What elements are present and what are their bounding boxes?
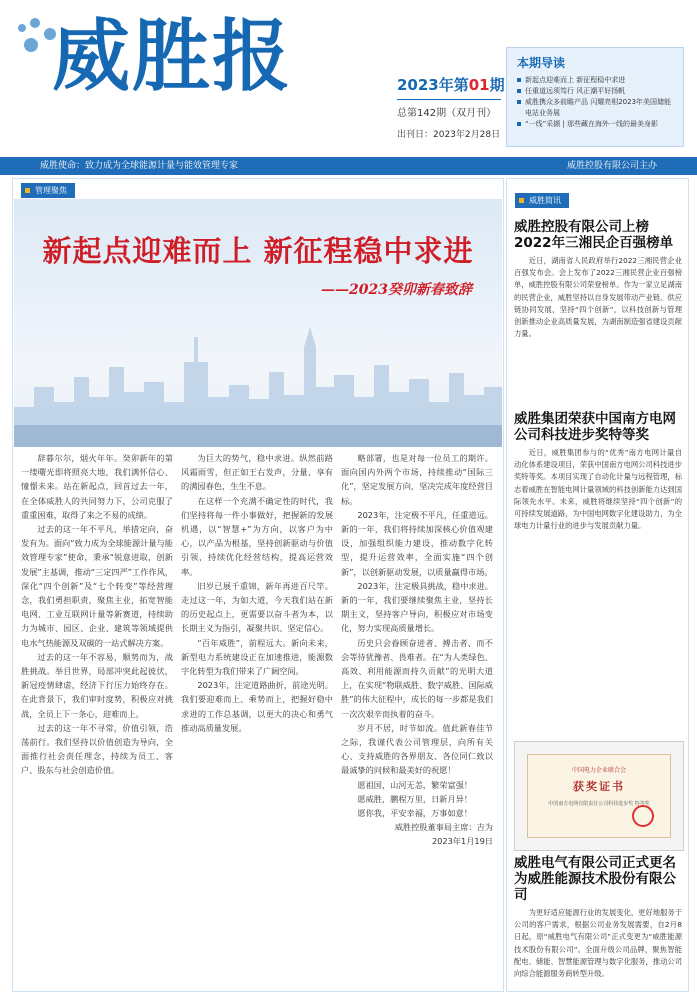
paragraph: 过去的这一年不寻常，价值引领，浩荡前行。我们坚持以价值创造为导向，全面推行社会责任理念，持续为员工、客户、股东与社会创造价值。 <box>21 722 173 776</box>
paragraph: 2023年，注定极不平凡，任重道远。新的一年，我们将持续加深核心价值观建设，加强组织能力建设，推动数字化转型，提升运营效率，全面实施“四个创新”，以创新驱动发展，以质量赢得市场。 <box>341 509 493 577</box>
total-issue: 总第142期（双月刊） <box>397 99 501 119</box>
news-body: 近日，湖南省人民政府举行2022三湘民营企业百强发布会。会上发布了2022三湘民营企业百强榜单，威胜控股有限公司荣登榜单。作为一家立足湖南的民营企业，威胜坚持以自身发展带动产业链、供应链协同发展，坚持“四个创新”，以科技创新与管理创新推动企业高质量发展，为湖南制造强省建设贡献力量。 <box>514 256 682 339</box>
news-title[interactable]: 威胜集团荣获中国南方电网公司科技进步奖特等奖 <box>514 411 676 443</box>
signature: 威胜控股董事局主席：吉为 <box>394 822 493 833</box>
sidebar-tag: 威胜简讯 <box>515 193 569 208</box>
masthead <box>0 0 697 152</box>
news-sidebar <box>506 178 689 992</box>
award-certificate-photo <box>514 741 684 851</box>
guide-item[interactable]: 新起点迎难而上 新征程稳中求进 <box>517 75 677 86</box>
paragraph: 愿你我，平安幸福，万事如意！ <box>357 808 473 819</box>
paragraph: 过去的这一年不平凡，举措定向，奋发有为。面向“致力成为全球能源计量与能效管理专家”使命，秉承“锐意进取，创新发展”主基调，推动“三定四严”工作作风，深化“四个创新”及“七个转变”等经营理念，我们勇担职责，聚焦主业，拓宽智能电网、工业互联网计量等新赛道，持续助力为城市、园区、企业、建筑等领域提供电水气热能源及双碳的一站式解决方案。 <box>21 524 173 648</box>
paragraph: 过去的这一年不容易，顺势而为，战胜挑战。举目世界，局部冲突此起彼伏，新冠疫情肆虐，经济下行压力始终存在。在此背景下，我们审时度势，积极应对挑战，全员上下一条心，迎难而上。 <box>21 651 173 719</box>
news-title[interactable]: 威胜控股有限公司上榜2022年三湘民企百强榜单 <box>514 219 674 251</box>
city-skyline-icon <box>14 307 502 447</box>
paragraph: 旧岁已展千重锦，新年再进百尺竿。走过这一年，为如大道，今天我们站在新的历史起点上，更需要以奋斗者为本，以长期主义为指引，凝聚共识、坚定信心。 <box>181 580 333 634</box>
guide-item[interactable]: “一线”采撷 | 那些藏在海外一线的最美身影 <box>517 119 677 130</box>
organizer-text: 威胜控股有限公司主办 <box>566 161 657 171</box>
paragraph: 历史只会眷顾奋进者、搏击者、而不会等待犹豫者、畏难者。在“为人类绿色、高效、利用能源而持久贡献”的光明大道上，在实现“物联威胜、数字威胜、国际威胜”的伟大征程中，成长的每一步都是我们一次次艰辛而执着的奋斗。 <box>341 637 493 719</box>
article-column-2 <box>181 451 333 735</box>
paragraph: 为巨大的势气，稳中求进。纵然前路风霜雨雪，但正如王右发声，分量、享有的满园春色，生生不息。 <box>181 453 333 492</box>
headline: 新起点迎难而上 新征程稳中求进 <box>42 234 474 268</box>
paragraph: 愿祖国，山河无恙，繁荣富强！ <box>357 779 473 790</box>
seal-icon <box>632 805 654 827</box>
paragraph: 2023年，注定道路曲折，前途光明。我们要迎难而上、乘势而上，把握好稳中求进的工作总基调，以更大的决心和勇气推动高质量发展。 <box>181 680 333 733</box>
news-body: 为更好适应能源行业的发展变化，更好地服务于公司的客户需求，根据公司业务发展需要，自2月8日起，原“威胜电气有限公司”正式变更为“威胜能源技术股份有限公司”。全面升级公司品牌，聚焦智能配电、储能、智慧能源管理与数字化服务，推动公司向综合能源服务商转型升级。 <box>514 908 682 979</box>
mission-text: 威胜使命：致力成为全球能源计量与能效管理专家 <box>40 161 239 171</box>
guide-title: 本期导读 <box>517 56 566 70</box>
paragraph: 在这样一个充满不确定性的时代，我们坚持将每一件小事做好，把握新的发展机遇，以“智慧+”为方向，以客户为中心，以产品为根基，坚持创新驱动与价值引领，持续优化经营结构，提高运营效率。 <box>181 495 333 577</box>
newspaper-title: 威胜报 <box>52 11 293 102</box>
certificate-desc: 中国南方电网有限责任公司科技进步奖 特等奖 <box>548 801 650 807</box>
signature-date: 2023年1月19日 <box>431 836 493 847</box>
news-body: 近日，威胜集团参与的“优秀”南方电网计量自动化体系建设项目，荣获中国南方电网公司科技进步奖特等奖。本项目实现了自动化计量与远程管理，标志着威胜在智能电网计量领域的科技创新能力达到国际领先水平。未来，威胜将继续坚持“四个创新”的可持续发展道路，为中国电网数字化建设助力，为全球电力计量行业的进步与发展贡献力量。 <box>514 448 682 531</box>
paragraph: 略部署，也是对每一位员工的期许。面向国内外两个市场，持续推动“国际三化”，坚定发展方向，坚决完成年度经营目标。 <box>341 453 493 506</box>
news-item[interactable] <box>514 219 682 340</box>
paragraph: “百年威胜”，前程远大。新向未来，新型电力系统建设正在加速推进，能源数字化转型为我们带来了广阔空间。 <box>181 637 333 677</box>
hero-banner <box>14 199 502 447</box>
section-tag: 管理聚焦 <box>21 183 75 198</box>
news-item[interactable] <box>514 411 682 532</box>
publish-date: 出刊日：2023年2月28日 <box>397 130 501 140</box>
contents-guide <box>506 47 684 147</box>
mission-bar <box>0 157 697 175</box>
certificate-name: 获奖证书 <box>573 780 625 793</box>
news-item[interactable] <box>514 855 682 980</box>
guide-item[interactable]: 任重道远须笃行 风正潮平好扬帆 <box>517 86 677 97</box>
article-column-3 <box>341 451 493 849</box>
paragraph: 辞暮尔尔，烟火年年。癸卯新年的第一缕曙光即将照亮大地，我们满怀信心、憧憬未来。站在新起点，回首过去一年，在全体威胜人的共同努力下，公司克服了重重困难，取得了来之不易的成绩。 <box>21 453 173 520</box>
issue-number: 2023年第01期 <box>397 76 505 94</box>
certificate-header: 中国电力企业联合会 <box>571 767 626 774</box>
article-column-1 <box>21 451 173 778</box>
paragraph: 愿威胜，鹏程万里，日新月异！ <box>357 793 473 804</box>
news-title[interactable]: 威胜电气有限公司正式更名为威胜能源技术股份有限公司 <box>514 855 676 903</box>
main-article <box>12 178 504 992</box>
paragraph: 岁月不居，时节如流。值此新春佳节之际，我谨代表公司管理层，向所有关心、支持威胜的各界朋友、各位同仁致以最诚挚的问候和最美好的祝愿！ <box>341 722 493 776</box>
guide-item[interactable]: 威胜携众多前瞻产品 闪耀亮相2023年美国储能电站业务展 <box>517 97 677 119</box>
headline-subtitle: ——2023癸卯新春致辞 <box>321 282 472 298</box>
paragraph: 2023年，注定极具挑战，稳中求进。新的一年，我们要继续聚焦主业，坚持长期主义，坚持客户导向，积极应对市场变化，努力实现高质量增长。 <box>341 580 493 634</box>
